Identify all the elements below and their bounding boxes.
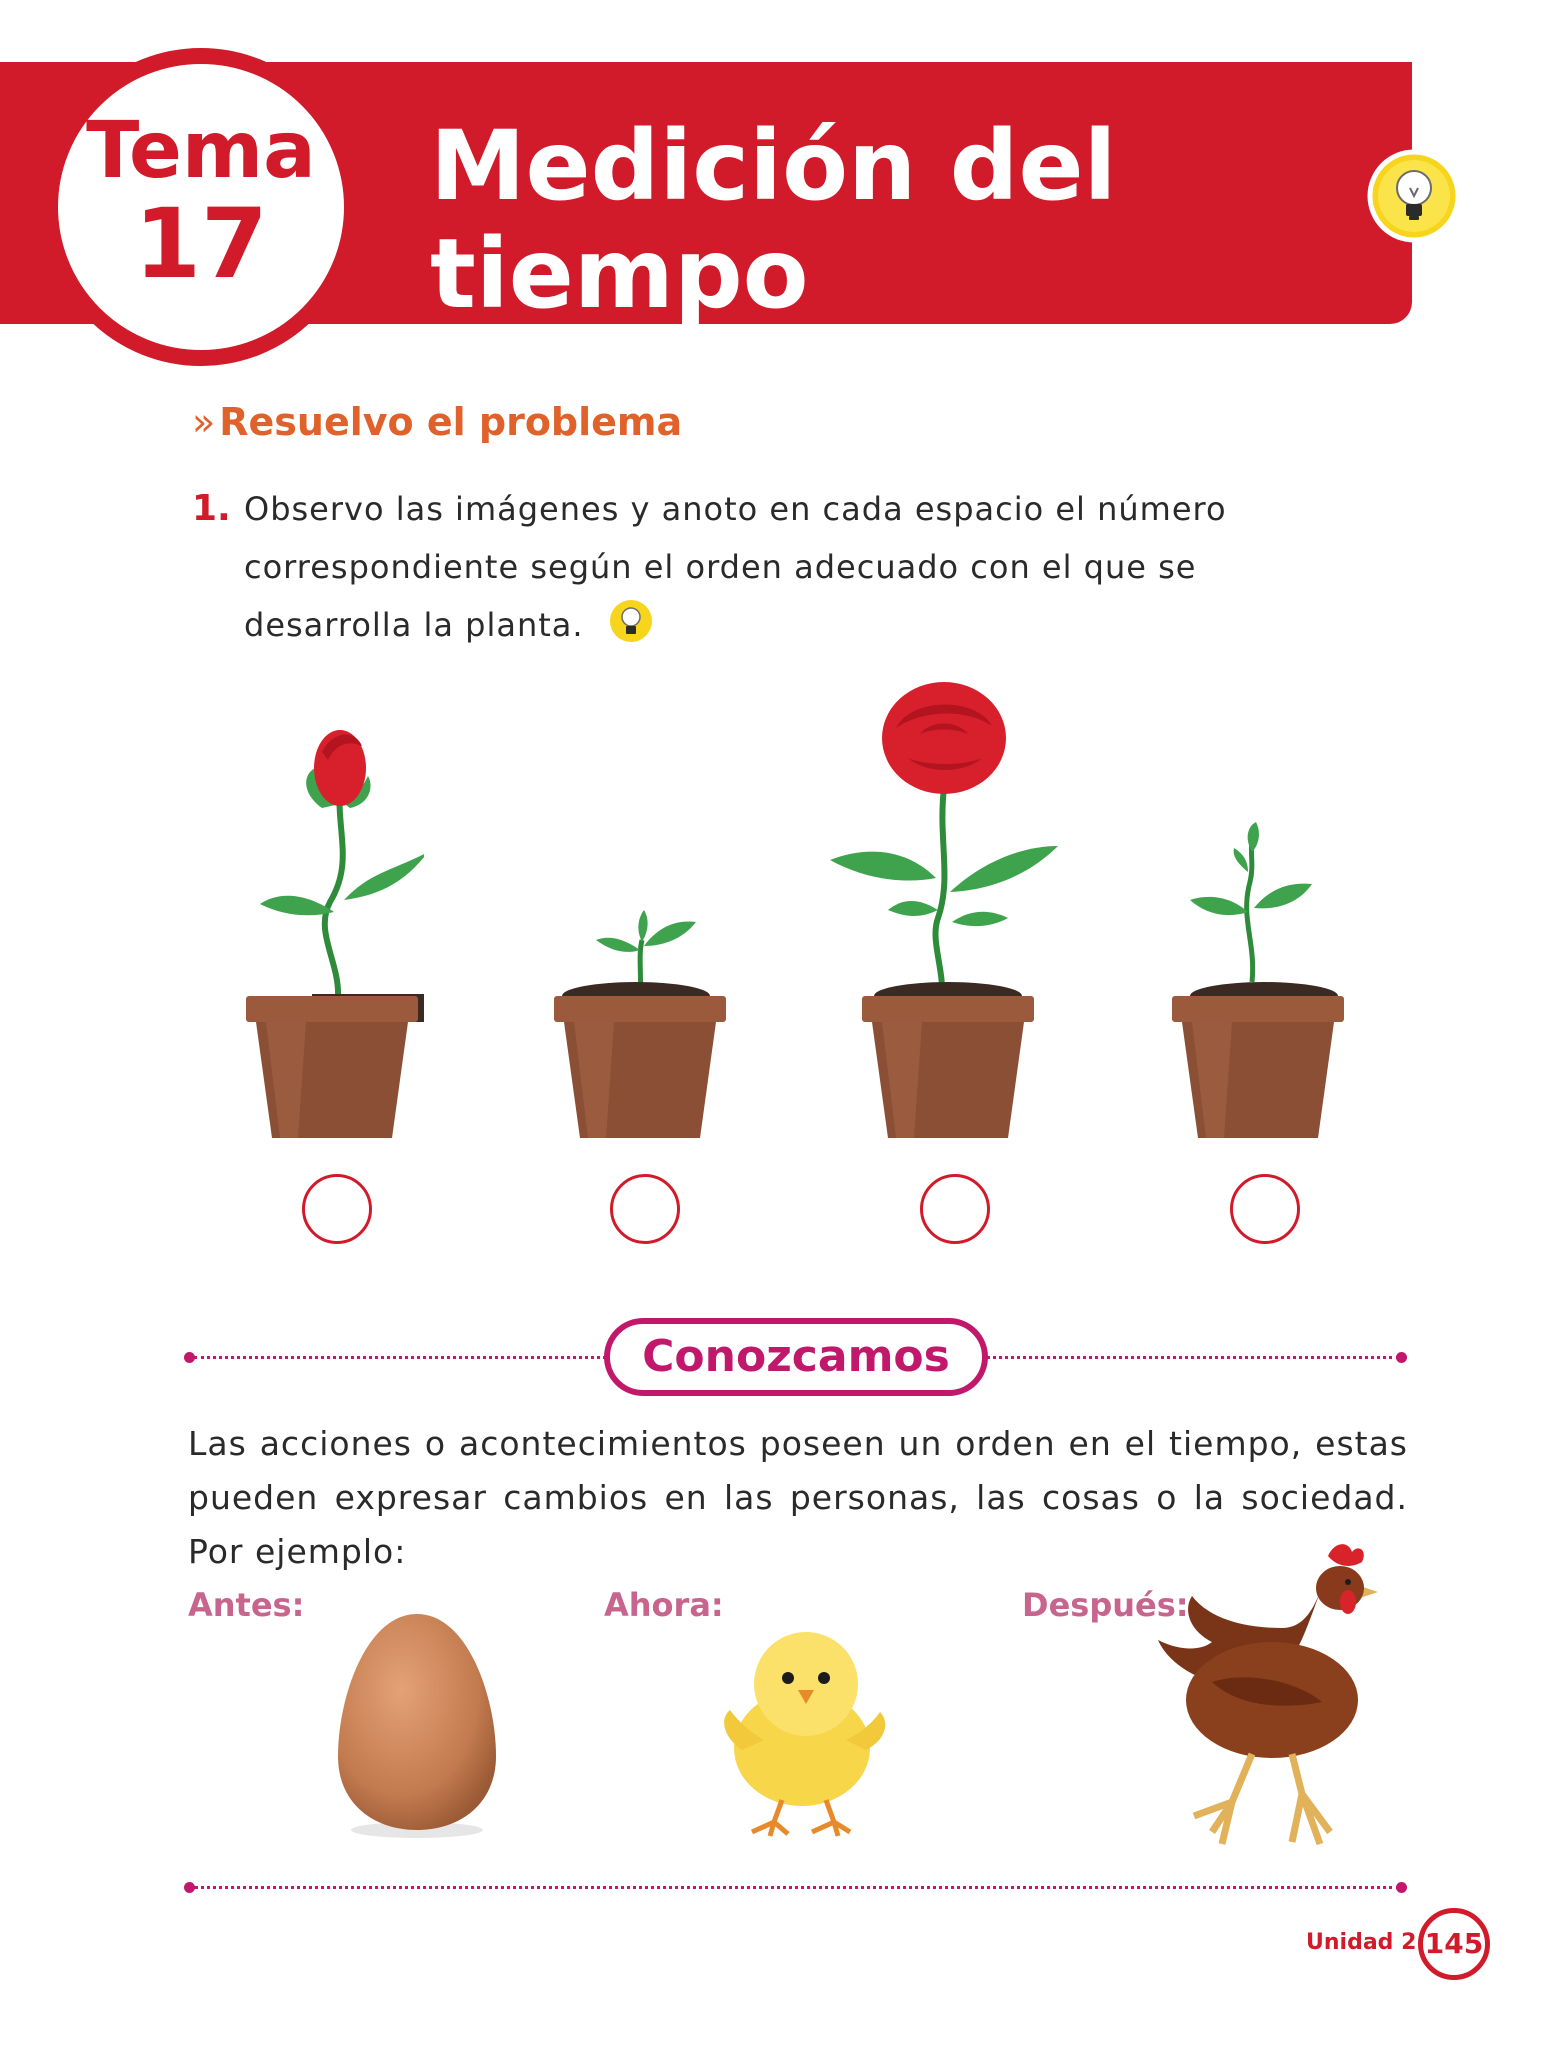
plant-rose-image [826, 678, 1062, 1002]
answer-circle-3[interactable] [920, 1174, 990, 1244]
page-number: 145 [1418, 1908, 1490, 1980]
conozcamos-title: Conozcamos [604, 1318, 988, 1396]
flower-pot [554, 996, 726, 1142]
divider-dot [1396, 1882, 1407, 1893]
page-title-line-1: Medición del [430, 110, 1117, 222]
section-heading [192, 400, 682, 444]
answer-circle-1[interactable] [302, 1174, 372, 1244]
page-title-line-2: tiempo [430, 218, 809, 330]
paragraph-line: Por ejemplo: [188, 1532, 407, 1571]
tema-number: 17 [134, 188, 268, 300]
label-ahora: Ahora: [604, 1586, 724, 1624]
divider-line [986, 1356, 1400, 1359]
divider-line [194, 1886, 1400, 1889]
plant-young-image [1186, 822, 1316, 986]
section-heading-text: Resuelvo el problema [219, 400, 683, 444]
flower-pot [862, 996, 1034, 1142]
unit-label: Unidad 2 [1306, 1930, 1417, 1955]
answer-circle-2[interactable] [610, 1174, 680, 1244]
question-text-line: correspondiente según el orden adecuado con el que se [244, 548, 1197, 586]
lightbulb-icon [608, 598, 654, 648]
tema-label: Tema [86, 106, 316, 196]
paragraph-line: pueden expresar cambios en las personas, las cosas o la sociedad. [188, 1478, 1408, 1517]
divider-dot [1396, 1352, 1407, 1363]
question-text-line: desarrolla la planta. [244, 606, 584, 644]
hen-image [1152, 1532, 1378, 1858]
flower-pot [246, 996, 418, 1142]
egg-image [330, 1608, 504, 1848]
flower-pot [1172, 996, 1344, 1142]
question-number: 1. [192, 488, 231, 529]
lightbulb-icon [1366, 148, 1462, 248]
divider-line [194, 1356, 606, 1359]
label-antes: Antes: [188, 1586, 305, 1624]
question-text-line: Observo las imágenes y anoto en cada espacio el número [244, 490, 1227, 528]
chevron-marker: » [192, 400, 216, 444]
chick-image [702, 1600, 898, 1844]
answer-circle-4[interactable] [1230, 1174, 1300, 1244]
label-despues: Después: [1022, 1586, 1189, 1624]
paragraph-line: Las acciones o acontecimientos poseen un orden en el tiempo, estas [188, 1424, 1408, 1463]
